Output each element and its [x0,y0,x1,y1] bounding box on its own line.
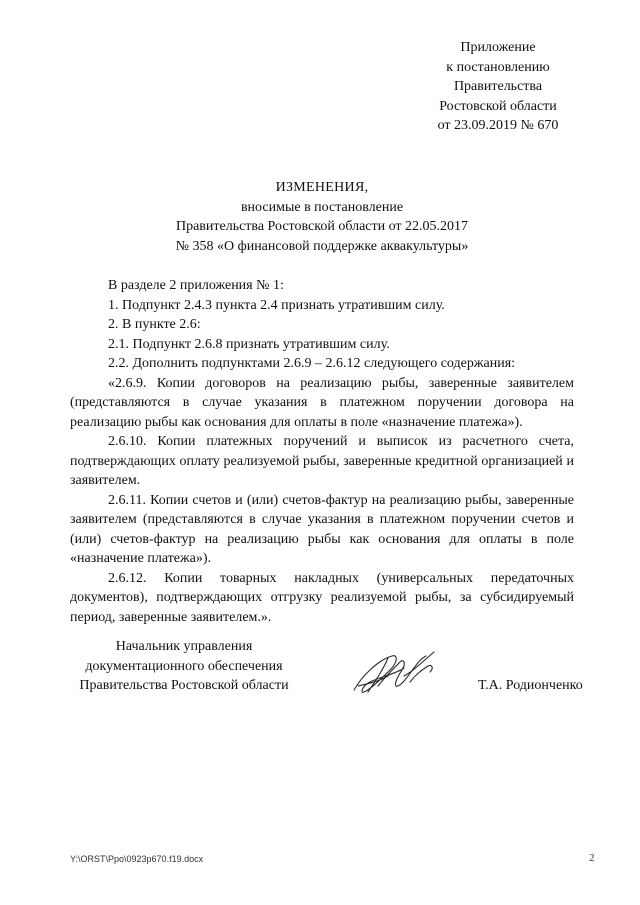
body-paragraph: 2.1. Подпункт 2.6.8 признать утратившим силу. [108,336,390,352]
body-paragraph: 1. Подпункт 2.4.3 пункта 2.4 признать утратившим силу. [108,297,445,313]
signatory-position-line: документационного обеспечения [85,658,283,674]
appendix-header [418,38,578,136]
footer-file-path: Y:\ORST\Ppo\0923p670.f19.docx [70,854,204,864]
signatory-position [66,637,302,696]
appendix-line: к постановлению [446,59,550,75]
appendix-line: Правительства [453,79,543,94]
signatory-name: Т.А. Родионченко [478,678,583,693]
document-subtitle-line: № 358 «О финансовой поддержке аквакультуры» [175,238,469,254]
appendix-line: Приложение [460,40,536,55]
document-subtitle-line: вносимые в постановление [240,199,404,215]
document-heading [70,178,574,256]
body-paragraph: «2.6.9. Копии договоров на реализацию рыбы, заверенные заявителем (представляются в случае указания в платежном поручении договора на реализацию рыбы как основания для оплаты в поле «назначение платежа»). [70,375,574,430]
signatory-position-line: Начальник управления [115,639,253,654]
document-body [70,276,574,627]
body-paragraph: В разделе 2 приложения № 1: [108,278,284,293]
page-number: 2 [589,852,595,864]
appendix-line: от 23.09.2019 № 670 [437,118,559,133]
body-paragraph: 2.6.10. Копии платежных поручений и выписок из расчетного счета, подтверждающих оплату реализуемой рыбы, заверенные кредитной организацией и заявителем. [70,434,574,488]
body-paragraph: 2.2. Дополнить подпунктами 2.6.9 – 2.6.12 следующего содержания: [108,356,516,371]
document-title: ИЗМЕНЕНИЯ, [275,180,369,195]
body-paragraph: 2.6.12. Копии товарных накладных (универсальных передаточных документов), подтверждающих отгрузку реализуемой рыбы, за субсидируемый период, заверенные заявителем.». [70,570,574,625]
handwritten-signature [348,646,448,704]
document-subtitle-line: Правительства Ростовской области от 22.05.2017 [175,219,469,234]
signatory-position-line: Правительства Ростовской области [79,678,289,693]
body-paragraph: 2.6.11. Копии счетов и (или) счетов-фактур на реализацию рыбы, заверенные заявителем (представляются в случае указания в платежном поручении счетов и (или) счетов-фактур на реализацию рыбы как основания для оплаты в поле «назначение платежа»). [70,492,574,566]
body-paragraph: 2. В пункте 2.6: [108,317,201,332]
appendix-line: Ростовской области [439,98,557,114]
